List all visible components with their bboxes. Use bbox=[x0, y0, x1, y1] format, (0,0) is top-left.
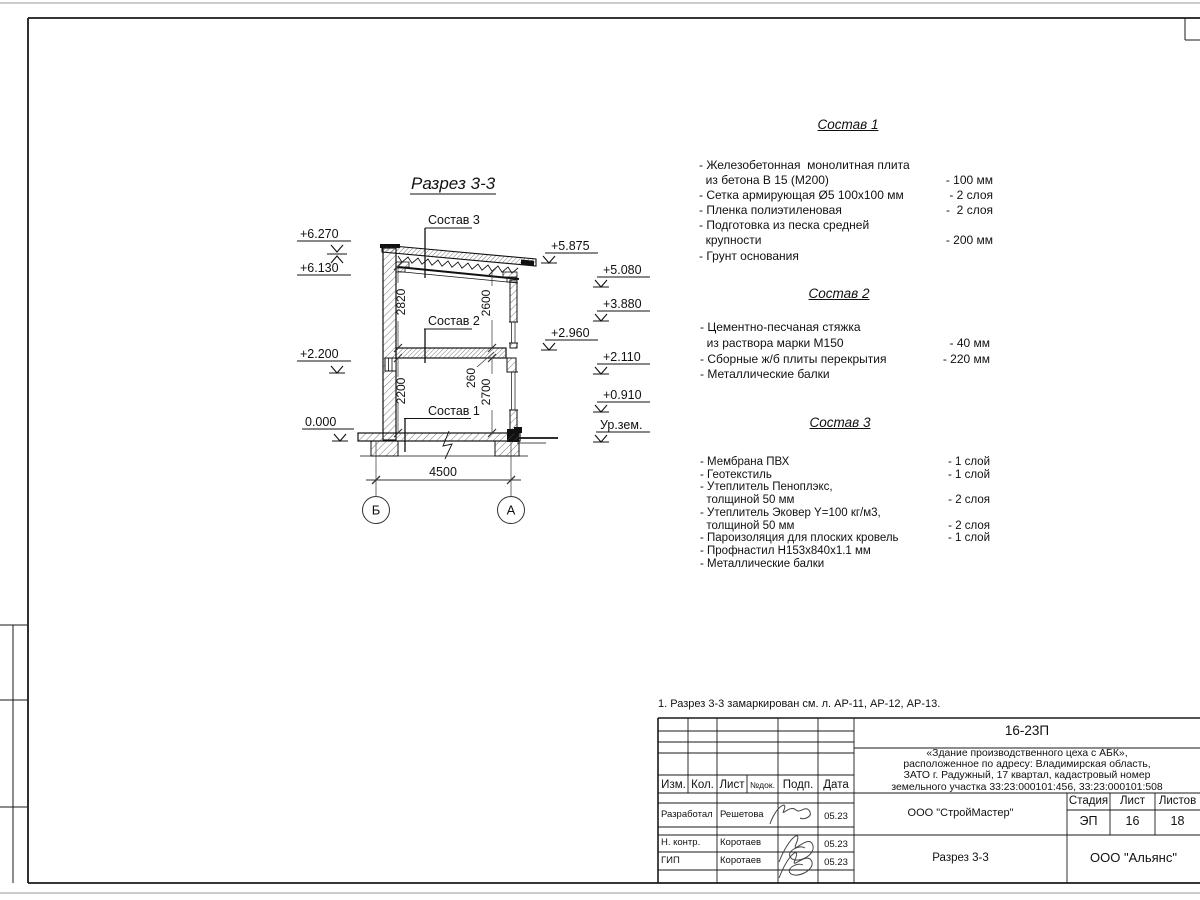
list-label: Лист bbox=[1120, 795, 1145, 807]
section-drawing bbox=[358, 244, 558, 459]
list-item: - Сетка армирующая Ø5 100x100 мм - 2 слоя bbox=[699, 188, 993, 203]
elev-5080: +5.080 bbox=[603, 263, 642, 277]
list-item: - Железобетонная монолитная плита bbox=[699, 158, 910, 172]
row-gip-date: 05.23 bbox=[824, 857, 848, 868]
list-item: - Цементно-песчаная стяжка bbox=[700, 320, 861, 334]
dim-2820: 2820 bbox=[394, 288, 408, 316]
stage-value: ЭП bbox=[1079, 814, 1098, 828]
row-nkontr-name: Коротаев bbox=[720, 837, 762, 848]
list-item: - Утеплитель Эковер Y=100 кг/м3, bbox=[700, 506, 881, 519]
list-item: - Пароизоляция для плоских кровель - 1 слой bbox=[700, 532, 990, 545]
section-title: Разрез 3-3 bbox=[411, 174, 496, 193]
elev-0910: +0.910 bbox=[603, 388, 642, 402]
elev-0000: 0.000 bbox=[305, 415, 337, 429]
label-sostav3: Состав 3 bbox=[428, 213, 480, 227]
comp3-list bbox=[700, 456, 990, 570]
org-bottom: ООО "Альянс" bbox=[1090, 850, 1177, 865]
list-item: - Пленка полиэтиленовая - 2 слоя bbox=[699, 203, 993, 218]
row-nkontr-role: Н. контр. bbox=[661, 837, 701, 848]
list-item: толщиной 50 мм - 2 слоя bbox=[700, 519, 990, 532]
comp1-list bbox=[699, 158, 993, 264]
row-razrabotal-date: 05.23 bbox=[824, 811, 848, 822]
list-item: - Утеплитель Пеноплэкс, bbox=[700, 481, 833, 494]
comp2-list bbox=[700, 320, 990, 383]
stage-label: Стадия bbox=[1068, 795, 1109, 807]
list-item: - Металлические балки bbox=[700, 367, 830, 382]
row-gip-name: Коротаев bbox=[720, 855, 762, 866]
sheet-note: 1. Разрез 3-3 замаркирован см. л. АР-11, АР-12, АР-13. bbox=[658, 698, 941, 710]
org-top: ООО "СтройМастер" bbox=[907, 807, 1014, 819]
list-item: - Грунт основания bbox=[699, 248, 799, 263]
col-podp: Подп. bbox=[782, 779, 814, 791]
drawing-texts bbox=[300, 174, 642, 518]
list-item: из бетона В 15 (М200) - 100 мм bbox=[699, 173, 993, 188]
elev-6130: +6.130 bbox=[300, 261, 339, 275]
elev-2200: +2.200 bbox=[300, 347, 339, 361]
list-item: - Мембрана ПВХ - 1 слой bbox=[700, 456, 990, 468]
col-kol: Кол. bbox=[691, 779, 714, 791]
list-item: толщиной 50 мм - 2 слоя bbox=[700, 494, 990, 507]
label-sostav1: Состав 1 bbox=[428, 404, 480, 418]
dim-4500: 4500 bbox=[429, 465, 457, 479]
comp3-title: Состав 3 bbox=[809, 415, 871, 430]
project-description: «Здание производственного цеха с АБК», расположенное по адресу: Владимирская область, ЗАТО г. Радужный, 17 квартал, кадастровый номер земельного участка 33:23:000101:456, 33:23:000101:508 bbox=[891, 748, 1163, 793]
elev-6270: +6.270 bbox=[300, 227, 339, 241]
row-razrabotal-role: Разработал bbox=[661, 809, 713, 820]
label-sostav2: Состав 2 bbox=[428, 314, 480, 328]
elev-2960: +2.960 bbox=[551, 326, 590, 340]
list-item: крупности - 200 мм bbox=[699, 233, 993, 248]
list-item: - Геотекстиль - 1 слой bbox=[700, 468, 990, 481]
dim-2700: 2700 bbox=[479, 378, 493, 406]
col-data: Дата bbox=[823, 779, 849, 791]
dim-2200: 2200 bbox=[394, 377, 408, 405]
list-item: - Сборные ж/б плиты перекрытия - 220 мм bbox=[700, 351, 990, 366]
elev-5875: +5.875 bbox=[551, 239, 590, 253]
col-ndok: №док. bbox=[750, 780, 775, 790]
axis-b: Б bbox=[371, 502, 381, 518]
row-gip-role: ГИП bbox=[661, 855, 680, 866]
list-item: из раствора марки М150 - 40 мм bbox=[700, 335, 990, 350]
comp2-title: Состав 2 bbox=[808, 286, 870, 301]
list-item: - Металлические балки bbox=[700, 557, 825, 570]
list-item: - Подготовка из песка средней bbox=[699, 218, 870, 233]
list-item: - Профнастил Н153х840х1.1 мм bbox=[700, 544, 871, 557]
dim-2600: 2600 bbox=[479, 289, 493, 317]
listov-label: Листов bbox=[1158, 795, 1197, 807]
list-value: 16 bbox=[1125, 814, 1140, 828]
col-list: Лист bbox=[719, 779, 745, 791]
row-nkontr-date: 05.23 bbox=[824, 839, 848, 850]
sheet-name: Разрез 3-3 bbox=[932, 852, 989, 864]
row-razrabotal-name: Решетова bbox=[720, 809, 764, 820]
elev-2110: +2.110 bbox=[603, 350, 641, 364]
comp1-title: Состав 1 bbox=[817, 117, 879, 132]
doc-number: 16-23П bbox=[1004, 723, 1050, 738]
dim-260: 260 bbox=[464, 367, 478, 389]
elev-3880: +3.880 bbox=[603, 297, 642, 311]
col-izm: Изм. bbox=[661, 779, 686, 791]
elev-ground: Ур.зем. bbox=[600, 418, 643, 432]
listov-value: 18 bbox=[1170, 814, 1185, 828]
axis-a: А bbox=[506, 502, 516, 518]
